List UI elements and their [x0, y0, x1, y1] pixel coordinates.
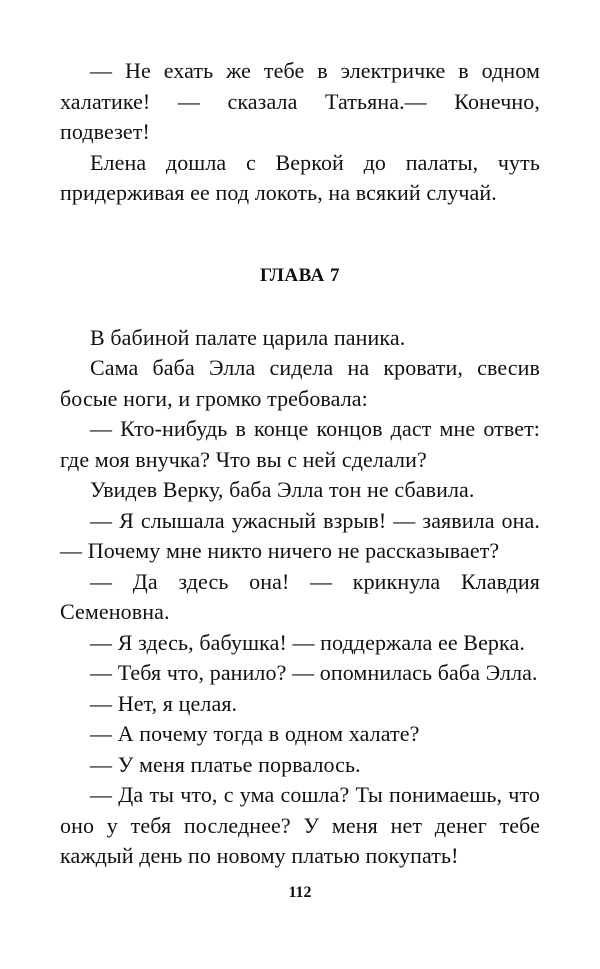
- book-page: [60, 56, 540, 872]
- paragraph: — У меня платье порвалось.: [90, 751, 361, 777]
- paragraph: Елена дошла с Веркой до палаты, чуть придерживая ее под локоть, на всякий случай.: [60, 149, 540, 205]
- paragraph: — Я здесь, бабушка! — поддержала ее Верка.: [90, 629, 525, 655]
- paragraph: — Я слышала ужасный взрыв! — заявила она.— Почему мне никто ничего не рассказывает?: [60, 507, 540, 563]
- paragraph: — Да ты что, с ума сошла? Ты понимаешь, что оно у тебя последнее? У меня нет денег тебе каждый день по новому платью покупать!: [60, 782, 540, 868]
- paragraph: — Кто-нибудь в конце концов даст мне ответ: где моя внучка? Что вы с ней сделали?: [60, 416, 540, 472]
- paragraph: — Тебя что, ранило? — опомнилась баба Элла.: [90, 660, 538, 685]
- paragraph: — А почему тогда в одном халате?: [90, 721, 420, 746]
- chapter-heading: ГЛАВА 7: [259, 264, 341, 286]
- paragraph: — Нет, я целая.: [90, 690, 238, 716]
- chapter-text-block: [60, 323, 540, 872]
- top-text-block: [60, 56, 540, 209]
- paragraph: Увидев Верку, баба Элла тон не сбавила.: [90, 477, 475, 502]
- paragraph: Сама баба Элла сидела на кровати, свесив босые ноги, и громко требовала:: [60, 355, 540, 411]
- page-number: 112: [288, 884, 312, 901]
- paragraph: — Не ехать же тебе в электричке в одном халатике! — сказала Татьяна.— Конечно, подвезет!: [60, 58, 540, 144]
- paragraph: — Да здесь она! — крикнула Клавдия Семеновна.: [60, 568, 540, 624]
- paragraph: В бабиной палате царила паника.: [90, 324, 406, 350]
